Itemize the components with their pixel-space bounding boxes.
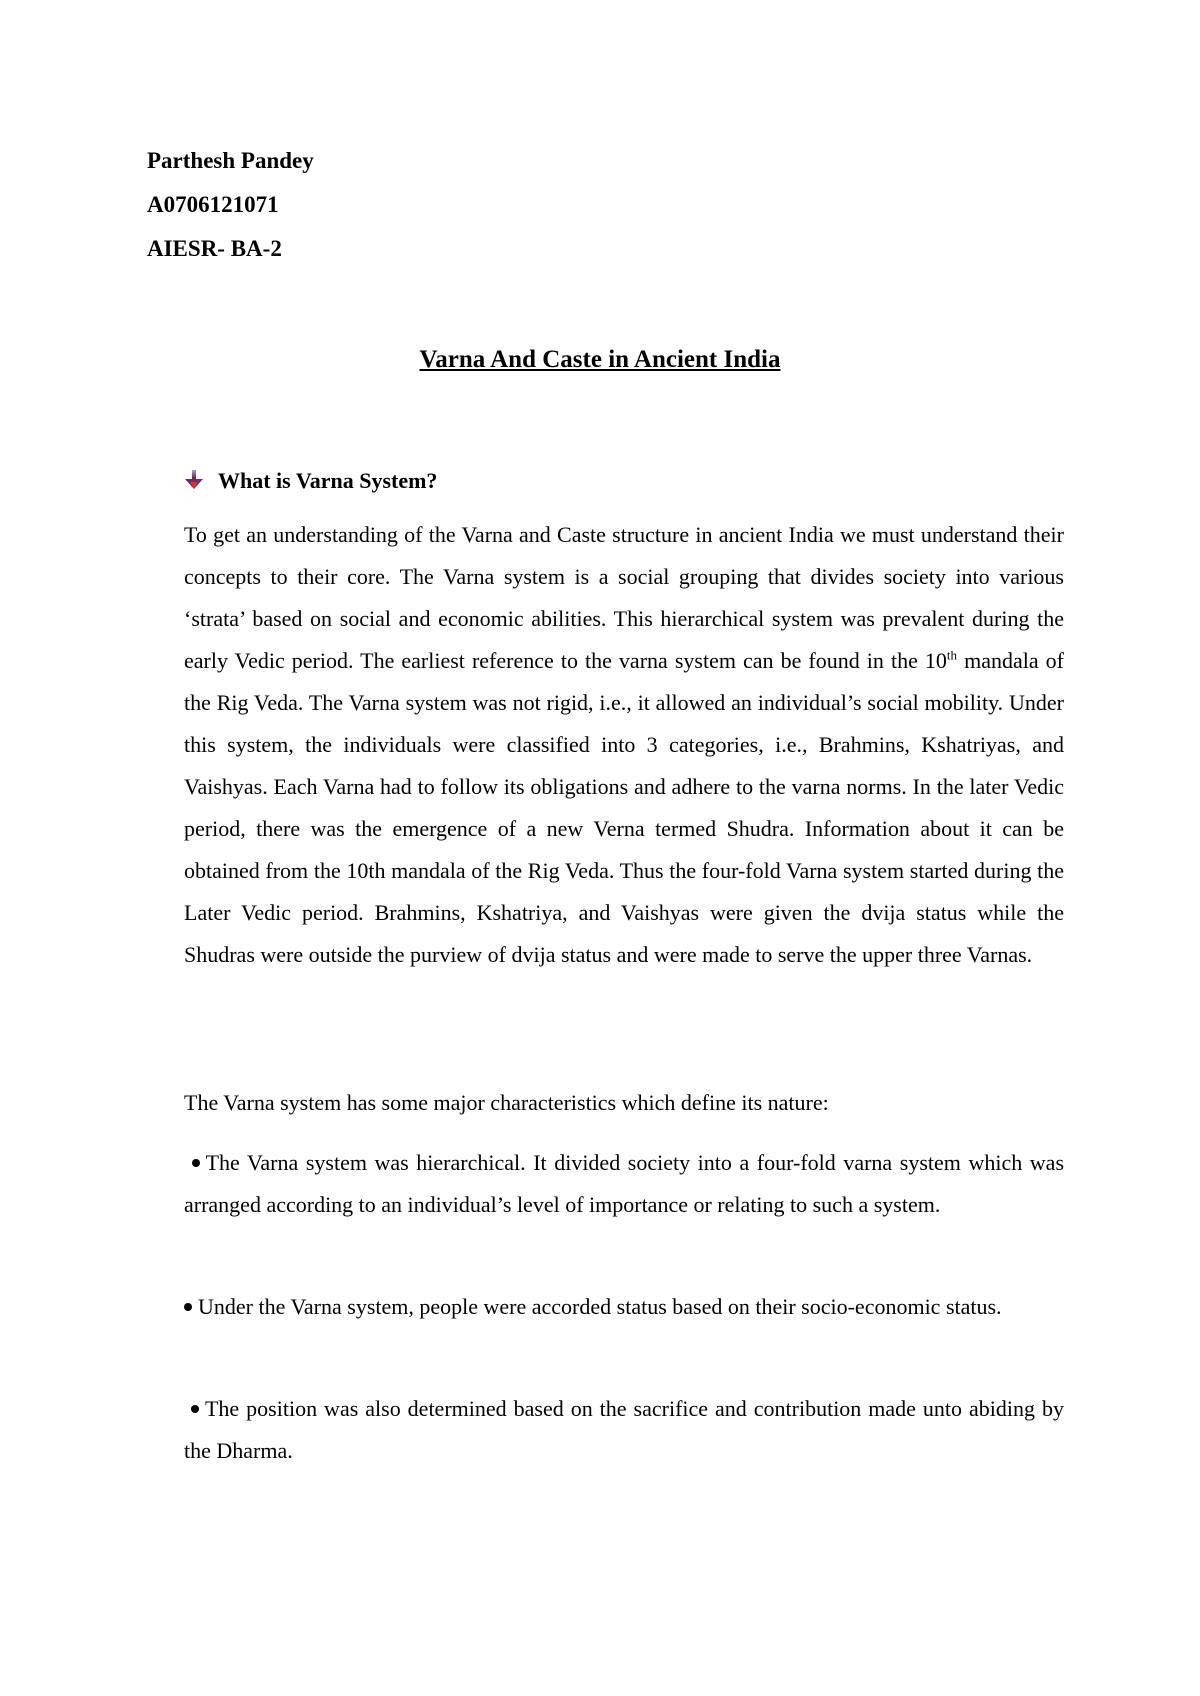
list-item-text: The position was also determined based on the sacrifice and contribution made unto abiding by the Dharma. — [184, 1396, 1064, 1463]
list-item-text: The Varna system was hierarchical. It divided society into a four-fold varna system which was arranged according to an individual’s level of importance or relating to such a system. — [184, 1150, 1065, 1217]
page-title: Varna And Caste in Ancient India — [419, 346, 781, 373]
bullet-dot-icon — [192, 1159, 200, 1167]
section-heading — [184, 466, 437, 496]
student-id: A0706121071 — [147, 192, 279, 217]
down-arrow-icon — [184, 469, 204, 491]
course-code: AIESR- BA-2 — [147, 236, 282, 261]
paragraph-intro-part1: To get an understanding of the Varna and Caste structure in ancient India we must understand their concepts to their core. The Varna system is a social grouping that divides society into various ‘strata’ based on social and economic abilities. This hierarchical system was prevalent during the early Vedic period. The earliest reference to the varna system can be found in the 10 — [184, 522, 1064, 673]
bullet-dot-icon — [191, 1405, 199, 1413]
list-item — [184, 1142, 1064, 1226]
paragraph-characteristics — [184, 1082, 1064, 1124]
paragraph-characteristics-text: The Varna system has some major characteristics which define its nature: — [184, 1090, 829, 1115]
list-item-text: Under the Varna system, people were accorded status based on their socio-economic status. — [198, 1294, 1002, 1319]
author-name: Parthesh Pandey — [147, 148, 314, 173]
list-item — [184, 1286, 1064, 1328]
bullet-dot-icon — [184, 1303, 192, 1311]
superscript-th: th — [946, 647, 958, 663]
list-item — [184, 1388, 1064, 1472]
paragraph-intro-part2: mandala of the Rig Veda. The Varna system was not rigid, i.e., it allowed an individual’s social mobility. Under this system, the individuals were classified into 3 categories, i.e., Brahmins, Kshatriyas, and Vaishyas. Each Varna had to follow its obligations and adhere to the varna norms. In the later Vedic period, there was the emergence of a new Verna termed Shudra. Information about it can be obtained from the 10th mandala of the Rig Veda. Thus the four-fold Varna system started during the Later Vedic period. Brahmins, Kshatriya, and Vaishyas were given the dvija status while the Shudras were outside the purview of dvija status and were made to serve the upper three Varnas. — [184, 648, 1064, 967]
section-heading-text: What is Varna System? — [218, 468, 438, 493]
paragraph-intro — [184, 514, 1064, 976]
